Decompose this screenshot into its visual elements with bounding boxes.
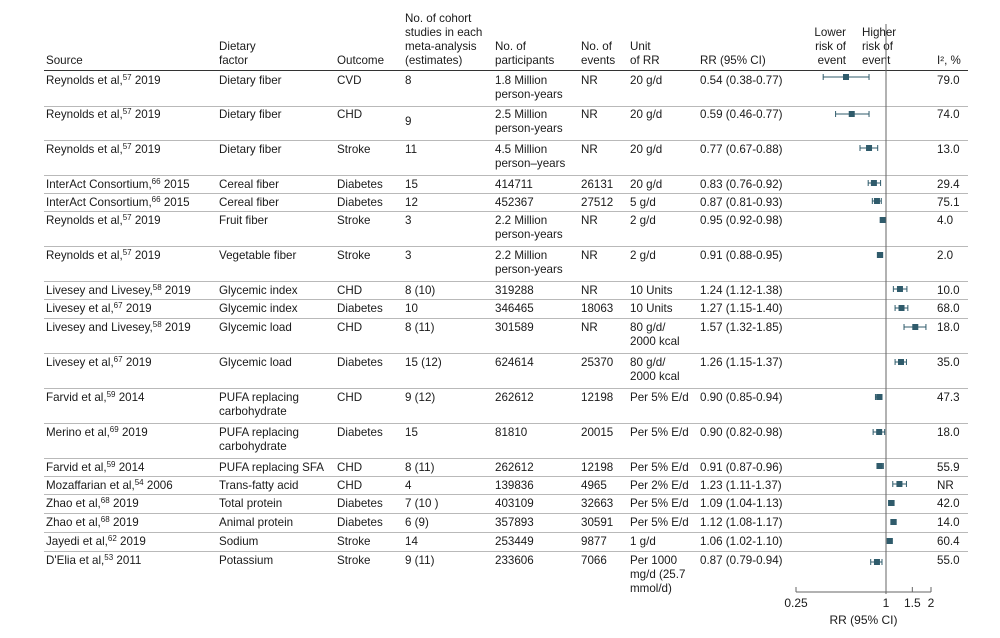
source-author: InterAct Consortium, xyxy=(46,196,152,209)
cell-factor: Glycemic index xyxy=(219,302,298,315)
cell-participants: 346465 xyxy=(495,302,534,315)
reference-number: 57 xyxy=(122,248,132,257)
reference-number: 57 xyxy=(122,73,132,82)
x-tick-label: 2 xyxy=(927,596,935,610)
cell-studies: 12 xyxy=(405,196,418,209)
cell-events: 25370 xyxy=(581,356,614,369)
cell-rr-text: 0.77 (0.67-0.88) xyxy=(700,143,783,156)
cell-unit: 2 g/d xyxy=(630,214,656,227)
reference-number: 57 xyxy=(122,213,132,222)
cell-events: NR xyxy=(581,108,598,121)
cell-i2: 10.0 xyxy=(937,284,960,297)
cell-rr-text: 1.57 (1.32-1.85) xyxy=(700,321,783,334)
source-year: 2019 xyxy=(125,302,152,315)
cell-unit: 20 g/d xyxy=(630,178,663,191)
reference-number: 54 xyxy=(134,478,144,487)
header-studies: No. of cohort studies in each meta-analysis (estimates) xyxy=(405,12,483,67)
cell-unit: 20 g/d xyxy=(630,74,663,87)
source-year: 2015 xyxy=(163,178,190,191)
cell-factor: PUFA replacing carbohydrate xyxy=(219,391,299,418)
cell-events: 26131 xyxy=(581,178,614,191)
cell-events: 18063 xyxy=(581,302,614,315)
cell-events: NR xyxy=(581,143,598,156)
cell-events: 4965 xyxy=(581,479,607,492)
cell-events: 12198 xyxy=(581,391,614,404)
cell-i2: 2.0 xyxy=(937,249,954,262)
cell-events: NR xyxy=(581,321,598,334)
cell-studies: 3 xyxy=(405,249,412,262)
source-year: 2019 xyxy=(134,249,161,262)
cell-i2: 4.0 xyxy=(937,214,954,227)
header-source: Source xyxy=(46,54,83,67)
cell-source xyxy=(46,249,161,263)
source-year: 2019 xyxy=(134,74,161,87)
cell-unit: 80 g/d/ 2000 kcal xyxy=(630,356,680,383)
cell-events: NR xyxy=(581,214,598,227)
cell-rr-text: 1.06 (1.02-1.10) xyxy=(700,535,783,548)
reference-number: 59 xyxy=(106,390,116,399)
source-author: Merino et al, xyxy=(46,426,110,439)
source-year: 2011 xyxy=(116,554,142,567)
cell-outcome: CHD xyxy=(337,461,363,474)
reference-number: 59 xyxy=(106,460,116,469)
cell-i2: 79.0 xyxy=(937,74,960,87)
reference-number: 66 xyxy=(151,177,161,186)
cell-factor: Dietary fiber xyxy=(219,108,282,121)
cell-events: 7066 xyxy=(581,554,607,567)
cell-source xyxy=(46,214,161,228)
cell-unit: 20 g/d xyxy=(630,108,663,121)
source-year: 2015 xyxy=(163,196,190,209)
cell-i2: 60.4 xyxy=(937,535,960,548)
cell-source xyxy=(46,516,139,530)
source-author: Mozaffarian et al, xyxy=(46,479,135,492)
cell-studies: 7 (10 ) xyxy=(405,497,439,510)
cell-unit: 10 Units xyxy=(630,284,673,297)
cell-i2: 55.0 xyxy=(937,554,960,567)
cell-i2: 47.3 xyxy=(937,391,960,404)
cell-unit: Per 5% E/d xyxy=(630,391,689,404)
label-lower-risk: Lower risk of event xyxy=(814,26,846,67)
table-row xyxy=(44,281,968,300)
cell-rr-text: 0.90 (0.82-0.98) xyxy=(700,426,783,439)
cell-rr-text: 1.12 (1.08-1.17) xyxy=(700,516,783,529)
cell-rr-text: 1.24 (1.12-1.38) xyxy=(700,284,783,297)
cell-factor: Glycemic load xyxy=(219,356,292,369)
cell-studies: 9 (11) xyxy=(405,554,435,567)
cell-studies: 6 (9) xyxy=(405,516,429,529)
table-row xyxy=(44,140,968,176)
table-row xyxy=(44,476,968,495)
cell-studies: 9 xyxy=(405,115,412,128)
cell-outcome: Diabetes xyxy=(337,426,383,439)
cell-source xyxy=(46,196,190,210)
cell-outcome: Stroke xyxy=(337,535,371,548)
source-year: 2019 xyxy=(134,108,161,121)
cell-participants: 253449 xyxy=(495,535,534,548)
source-author: Jayedi et al, xyxy=(46,535,108,548)
source-author: Reynolds et al, xyxy=(46,74,123,87)
cell-source xyxy=(46,356,152,370)
cell-participants: 4.5 Million person–years xyxy=(495,143,566,170)
table-row xyxy=(44,299,968,319)
cell-rr-text: 0.59 (0.46-0.77) xyxy=(700,108,783,121)
x-tick-label: 1 xyxy=(882,596,890,610)
table-row xyxy=(44,175,968,194)
source-author: Reynolds et al, xyxy=(46,249,123,262)
cell-factor: PUFA replacing SFA xyxy=(219,461,325,474)
cell-studies: 8 (11) xyxy=(405,461,435,474)
reference-number: 57 xyxy=(122,107,132,116)
source-year: 2019 xyxy=(164,284,191,297)
cell-outcome: CHD xyxy=(337,321,363,334)
cell-rr-text: 1.27 (1.15-1.40) xyxy=(700,302,783,315)
cell-outcome: CHD xyxy=(337,108,363,121)
cell-i2: 42.0 xyxy=(937,497,960,510)
cell-factor: Cereal fiber xyxy=(219,196,279,209)
cell-i2: 75.1 xyxy=(937,196,960,209)
source-author: Livesey et al, xyxy=(46,302,114,315)
cell-events: 30591 xyxy=(581,516,614,529)
cell-participants: 2.5 Million person-years xyxy=(495,108,563,135)
cell-source xyxy=(46,554,141,568)
cell-outcome: CVD xyxy=(337,74,362,87)
table-row xyxy=(44,532,968,552)
cell-outcome: Diabetes xyxy=(337,516,383,529)
source-year: 2019 xyxy=(125,356,152,369)
cell-participants: 262612 xyxy=(495,461,534,474)
cell-events: NR xyxy=(581,284,598,297)
cell-i2: 29.4 xyxy=(937,178,960,191)
source-author: D'Elia et al, xyxy=(46,554,105,567)
cell-factor: Total protein xyxy=(219,497,283,510)
header-events: No. of events xyxy=(581,40,616,67)
cell-participants: 2.2 Million person-years xyxy=(495,214,563,241)
table-row xyxy=(44,246,968,282)
cell-rr-text: 0.54 (0.38-0.77) xyxy=(700,74,783,87)
x-tick-label: 1.5 xyxy=(903,596,921,610)
source-year: 2019 xyxy=(134,143,161,156)
cell-participants: 414711 xyxy=(495,178,533,191)
source-author: Livesey et al, xyxy=(46,356,114,369)
cell-participants: 139836 xyxy=(495,479,534,492)
cell-events: 12198 xyxy=(581,461,614,474)
cell-source xyxy=(46,74,161,88)
x-axis-label: RR (95% CI) xyxy=(829,613,898,627)
cell-unit: 5 g/d xyxy=(630,196,656,209)
header-rr: RR (95% CI) xyxy=(700,54,766,67)
cell-studies: 8 (11) xyxy=(405,321,435,334)
cell-participants: 2.2 Million person-years xyxy=(495,249,563,276)
cell-factor: Glycemic index xyxy=(219,284,298,297)
cell-source xyxy=(46,302,152,316)
cell-outcome: CHD xyxy=(337,391,363,404)
cell-unit: 1 g/d xyxy=(630,535,656,548)
cell-events: NR xyxy=(581,74,598,87)
cell-studies: 11 xyxy=(405,143,418,156)
cell-outcome: Diabetes xyxy=(337,178,383,191)
reference-number: 57 xyxy=(122,142,132,151)
cell-studies: 4 xyxy=(405,479,412,492)
cell-participants: 624614 xyxy=(495,356,534,369)
cell-events: 32663 xyxy=(581,497,614,510)
source-author: InterAct Consortium, xyxy=(46,178,152,191)
cell-factor: Vegetable fiber xyxy=(219,249,297,262)
cell-factor: Trans-fatty acid xyxy=(219,479,299,492)
cell-events: NR xyxy=(581,249,598,262)
cell-i2: 55.9 xyxy=(937,461,960,474)
source-author: Reynolds et al, xyxy=(46,214,123,227)
cell-unit: Per 5% E/d xyxy=(630,497,689,510)
cell-rr-text: 0.95 (0.92-0.98) xyxy=(700,214,783,227)
cell-outcome: Diabetes xyxy=(337,196,383,209)
table-row xyxy=(44,551,968,601)
cell-rr-text: 0.90 (0.85-0.94) xyxy=(700,391,783,404)
cell-participants: 81810 xyxy=(495,426,528,439)
cell-studies: 10 xyxy=(405,302,418,315)
source-author: Zhao et al, xyxy=(46,516,101,529)
cell-source xyxy=(46,284,191,298)
cell-source xyxy=(46,497,139,511)
cell-factor: PUFA replacing carbohydrate xyxy=(219,426,299,453)
cell-i2: 13.0 xyxy=(937,143,960,156)
cell-participants: 1.8 Million person-years xyxy=(495,74,563,101)
source-author: Zhao et al, xyxy=(46,497,101,510)
cell-outcome: Diabetes xyxy=(337,497,383,510)
cell-events: 20015 xyxy=(581,426,614,439)
cell-studies: 15 xyxy=(405,178,418,191)
cell-i2: NR xyxy=(937,479,954,492)
cell-studies: 15 xyxy=(405,426,418,439)
cell-rr-text: 1.09 (1.04-1.13) xyxy=(700,497,783,510)
cell-factor: Potassium xyxy=(219,554,274,567)
cell-participants: 452367 xyxy=(495,196,534,209)
cell-i2: 14.0 xyxy=(937,516,960,529)
cell-unit: Per 1000 mg/d (25.7 mmol/d) xyxy=(630,554,686,595)
cell-factor: Fruit fiber xyxy=(219,214,268,227)
cell-source xyxy=(46,391,145,405)
source-year: 2019 xyxy=(120,535,146,548)
table-row xyxy=(44,458,968,477)
header-i2: I², % xyxy=(937,54,961,67)
reference-number: 62 xyxy=(107,534,117,543)
cell-rr-text: 0.91 (0.87-0.96) xyxy=(700,461,783,474)
reference-number: 67 xyxy=(113,355,123,364)
cell-studies: 9 (12) xyxy=(405,391,436,404)
cell-unit: Per 5% E/d xyxy=(630,461,689,474)
cell-outcome: CHD xyxy=(337,479,363,492)
cell-unit: Per 5% E/d xyxy=(630,426,689,439)
cell-outcome: CHD xyxy=(337,284,363,297)
cell-unit: 80 g/d/ 2000 kcal xyxy=(630,321,680,348)
cell-factor: Dietary fiber xyxy=(219,74,282,87)
cell-i2: 35.0 xyxy=(937,356,960,369)
source-year: 2019 xyxy=(164,321,191,334)
reference-number: 53 xyxy=(104,553,114,562)
source-author: Farvid et al, xyxy=(46,391,107,404)
cell-i2: 18.0 xyxy=(937,321,960,334)
cell-unit: Per 2% E/d xyxy=(630,479,689,492)
cell-factor: Dietary fiber xyxy=(219,143,282,156)
source-year: 2006 xyxy=(146,479,173,492)
cell-source xyxy=(46,108,161,122)
cell-events: 27512 xyxy=(581,196,614,209)
cell-outcome: Stroke xyxy=(337,214,371,227)
source-year: 2014 xyxy=(118,391,145,404)
table-row xyxy=(44,70,968,107)
reference-number: 69 xyxy=(109,425,119,434)
source-author: Livesey and Livesey, xyxy=(46,284,153,297)
cell-factor: Glycemic load xyxy=(219,321,292,334)
header-outcome: Outcome xyxy=(337,54,385,67)
cell-studies: 8 xyxy=(405,74,412,87)
header-participants: No. of participants xyxy=(495,40,555,67)
cell-events: 9877 xyxy=(581,535,607,548)
cell-source xyxy=(46,143,161,157)
table-row xyxy=(44,318,968,354)
cell-outcome: Stroke xyxy=(337,554,371,567)
table-row xyxy=(44,353,968,389)
cell-factor: Cereal fiber xyxy=(219,178,279,191)
cell-rr-text: 0.87 (0.81-0.93) xyxy=(700,196,783,209)
cell-rr-text: 0.87 (0.79-0.94) xyxy=(700,554,783,567)
cell-participants: 403109 xyxy=(495,497,534,510)
source-year: 2019 xyxy=(121,426,148,439)
cell-i2: 68.0 xyxy=(937,302,960,315)
header-unit: Unit of RR xyxy=(630,40,660,67)
reference-number: 67 xyxy=(113,301,123,310)
table-row xyxy=(44,193,968,212)
cell-source xyxy=(46,178,190,192)
source-year: 2019 xyxy=(112,516,139,529)
cell-rr-text: 0.83 (0.76-0.92) xyxy=(700,178,783,191)
cell-unit: 20 g/d xyxy=(630,143,663,156)
cell-studies: 14 xyxy=(405,535,418,548)
reference-number: 68 xyxy=(100,515,110,524)
cell-outcome: Stroke xyxy=(337,249,371,262)
table-row xyxy=(44,494,968,514)
cell-rr-text: 1.23 (1.11-1.37) xyxy=(700,479,782,492)
source-author: Reynolds et al, xyxy=(46,143,123,156)
cell-outcome: Diabetes xyxy=(337,356,383,369)
cell-participants: 233606 xyxy=(495,554,534,567)
table-row xyxy=(44,388,968,424)
cell-participants: 301589 xyxy=(495,321,534,334)
table-row xyxy=(44,513,968,533)
cell-source xyxy=(46,321,191,335)
label-higher-risk: Higher risk of event xyxy=(862,26,897,67)
table-row xyxy=(44,423,968,459)
cell-studies: 3 xyxy=(405,214,412,227)
cell-source xyxy=(46,461,145,475)
cell-i2: 18.0 xyxy=(937,426,960,439)
cell-studies: 8 (10) xyxy=(405,284,436,297)
reference-number: 66 xyxy=(151,195,161,204)
source-author: Reynolds et al, xyxy=(46,108,123,121)
cell-source xyxy=(46,479,173,493)
source-author: Farvid et al, xyxy=(46,461,107,474)
source-author: Livesey and Livesey, xyxy=(46,321,153,334)
cell-unit: 2 g/d xyxy=(630,249,656,262)
reference-number: 58 xyxy=(152,320,162,329)
source-year: 2019 xyxy=(134,214,161,227)
cell-rr-text: 1.26 (1.15-1.37) xyxy=(700,356,783,369)
cell-i2: 74.0 xyxy=(937,108,960,121)
cell-participants: 262612 xyxy=(495,391,534,404)
cell-outcome: Diabetes xyxy=(337,302,383,315)
cell-participants: 357893 xyxy=(495,516,534,529)
cell-outcome: Stroke xyxy=(337,143,371,156)
cell-rr-text: 0.91 (0.88-0.95) xyxy=(700,249,783,262)
reference-number: 68 xyxy=(100,496,110,505)
cell-factor: Sodium xyxy=(219,535,259,548)
header-dietary-factor: Dietary factor xyxy=(219,40,256,67)
source-year: 2019 xyxy=(112,497,139,510)
x-tick-label: 0.25 xyxy=(784,596,808,610)
table-row xyxy=(44,211,968,247)
cell-studies: 15 (12) xyxy=(405,356,442,369)
cell-factor: Animal protein xyxy=(219,516,294,529)
reference-number: 58 xyxy=(152,283,162,292)
table-row xyxy=(44,105,968,141)
cell-source xyxy=(46,426,148,440)
cell-source xyxy=(46,535,146,549)
cell-unit: 10 Units xyxy=(630,302,673,315)
source-year: 2014 xyxy=(118,461,145,474)
cell-participants: 319288 xyxy=(495,284,534,297)
cell-unit: Per 5% E/d xyxy=(630,516,689,529)
